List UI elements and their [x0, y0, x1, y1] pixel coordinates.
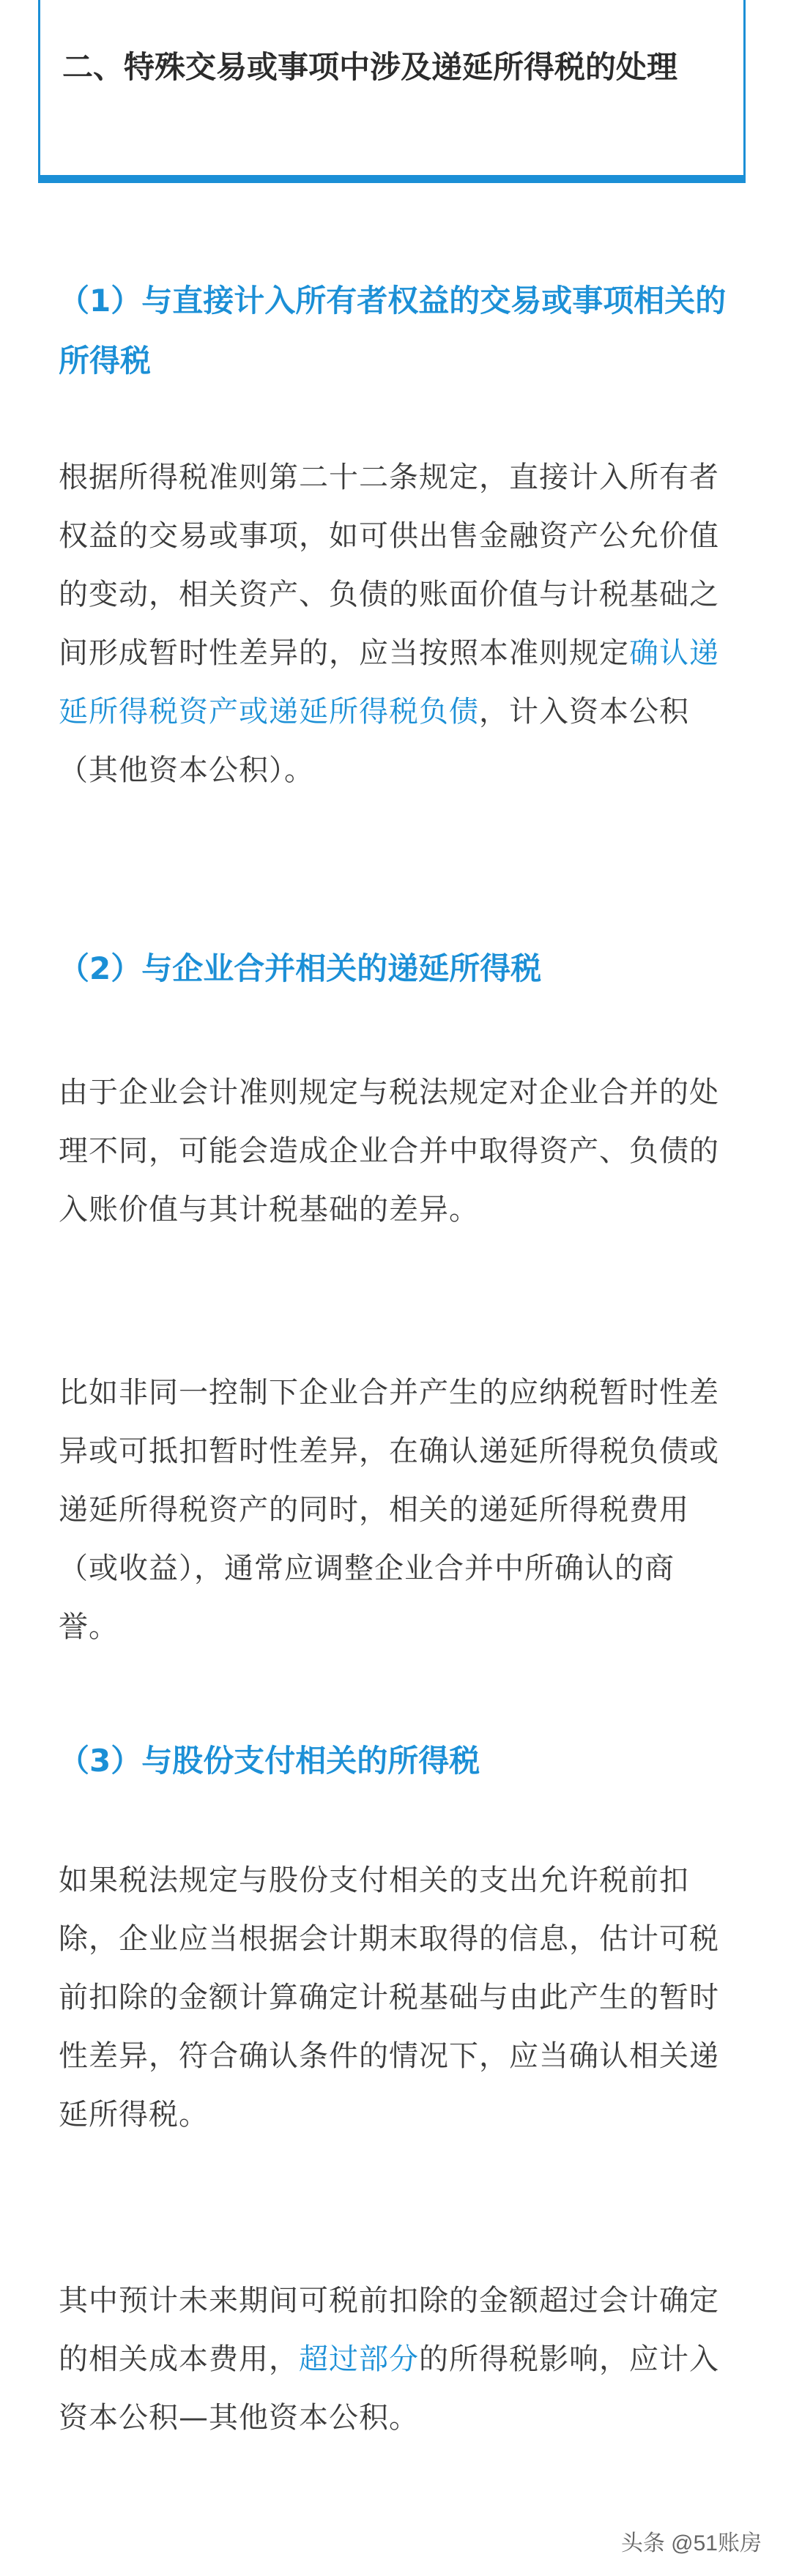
- watermark: 头条 @51账房: [620, 2531, 762, 2555]
- section1-paragraph: [59, 448, 732, 800]
- section3-paragraph-1: 如果税法规定与股份支付相关的支出允许税前扣除，企业应当根据会计期末取得的信息，估计可税前扣除的金额计算确定计税基础与由此产生的暂时性差异，符合确认条件的情况下，应当确认相关递延所得税。: [59, 1864, 719, 2132]
- section3-paragraph-2: [59, 2271, 732, 2447]
- title-box: [38, 0, 746, 183]
- section2-heading: （2）与企业合并相关的递延所得税: [59, 950, 542, 986]
- section3-paragraph-tail: 的所得税影响，应计入资本公积—其他资本公积。: [59, 2342, 719, 2435]
- section3-heading: （3）与股份支付相关的所得税: [59, 1743, 480, 1779]
- section2-paragraph-2: 比如非同一控制下企业合并产生的应纳税暂时性差异或可抵扣暂时性差异，在确认递延所得税负债或递延所得税资产的同时，相关的递延所得税费用（或收益），通常应调整企业合并中所确认的商誉。: [59, 1376, 719, 1644]
- section3-link[interactable]: 超过部分: [299, 2342, 419, 2376]
- section1-heading: （1）与直接计入所有者权益的交易或事项相关的所得税: [59, 283, 727, 379]
- section1-paragraph-text: 根据所得税准则第二十二条规定，直接计入所有者权益的交易或事项，如可供出售金融资产公允价值的变动，相关资产、负债的账面价值与计税基础之间形成暂时性差异的，应当按照本准则规定: [59, 461, 719, 670]
- page-title: 二、特殊交易或事项中涉及递延所得税的处理: [62, 49, 678, 85]
- section3-paragraph-text: 其中预计未来期间可税前扣除的金额超过会计确定的相关成本费用，: [59, 2284, 719, 2376]
- section1-link[interactable]: 确认递延所得税资产或递延所得税负债: [59, 636, 719, 729]
- section1-paragraph-tail: ，计入资本公积（其他资本公积）。: [59, 695, 689, 787]
- section2-paragraph-1: 由于企业会计准则规定与税法规定对企业合并的处理不同，可能会造成企业合并中取得资产、负债的入账价值与其计税基础的差异。: [59, 1076, 719, 1226]
